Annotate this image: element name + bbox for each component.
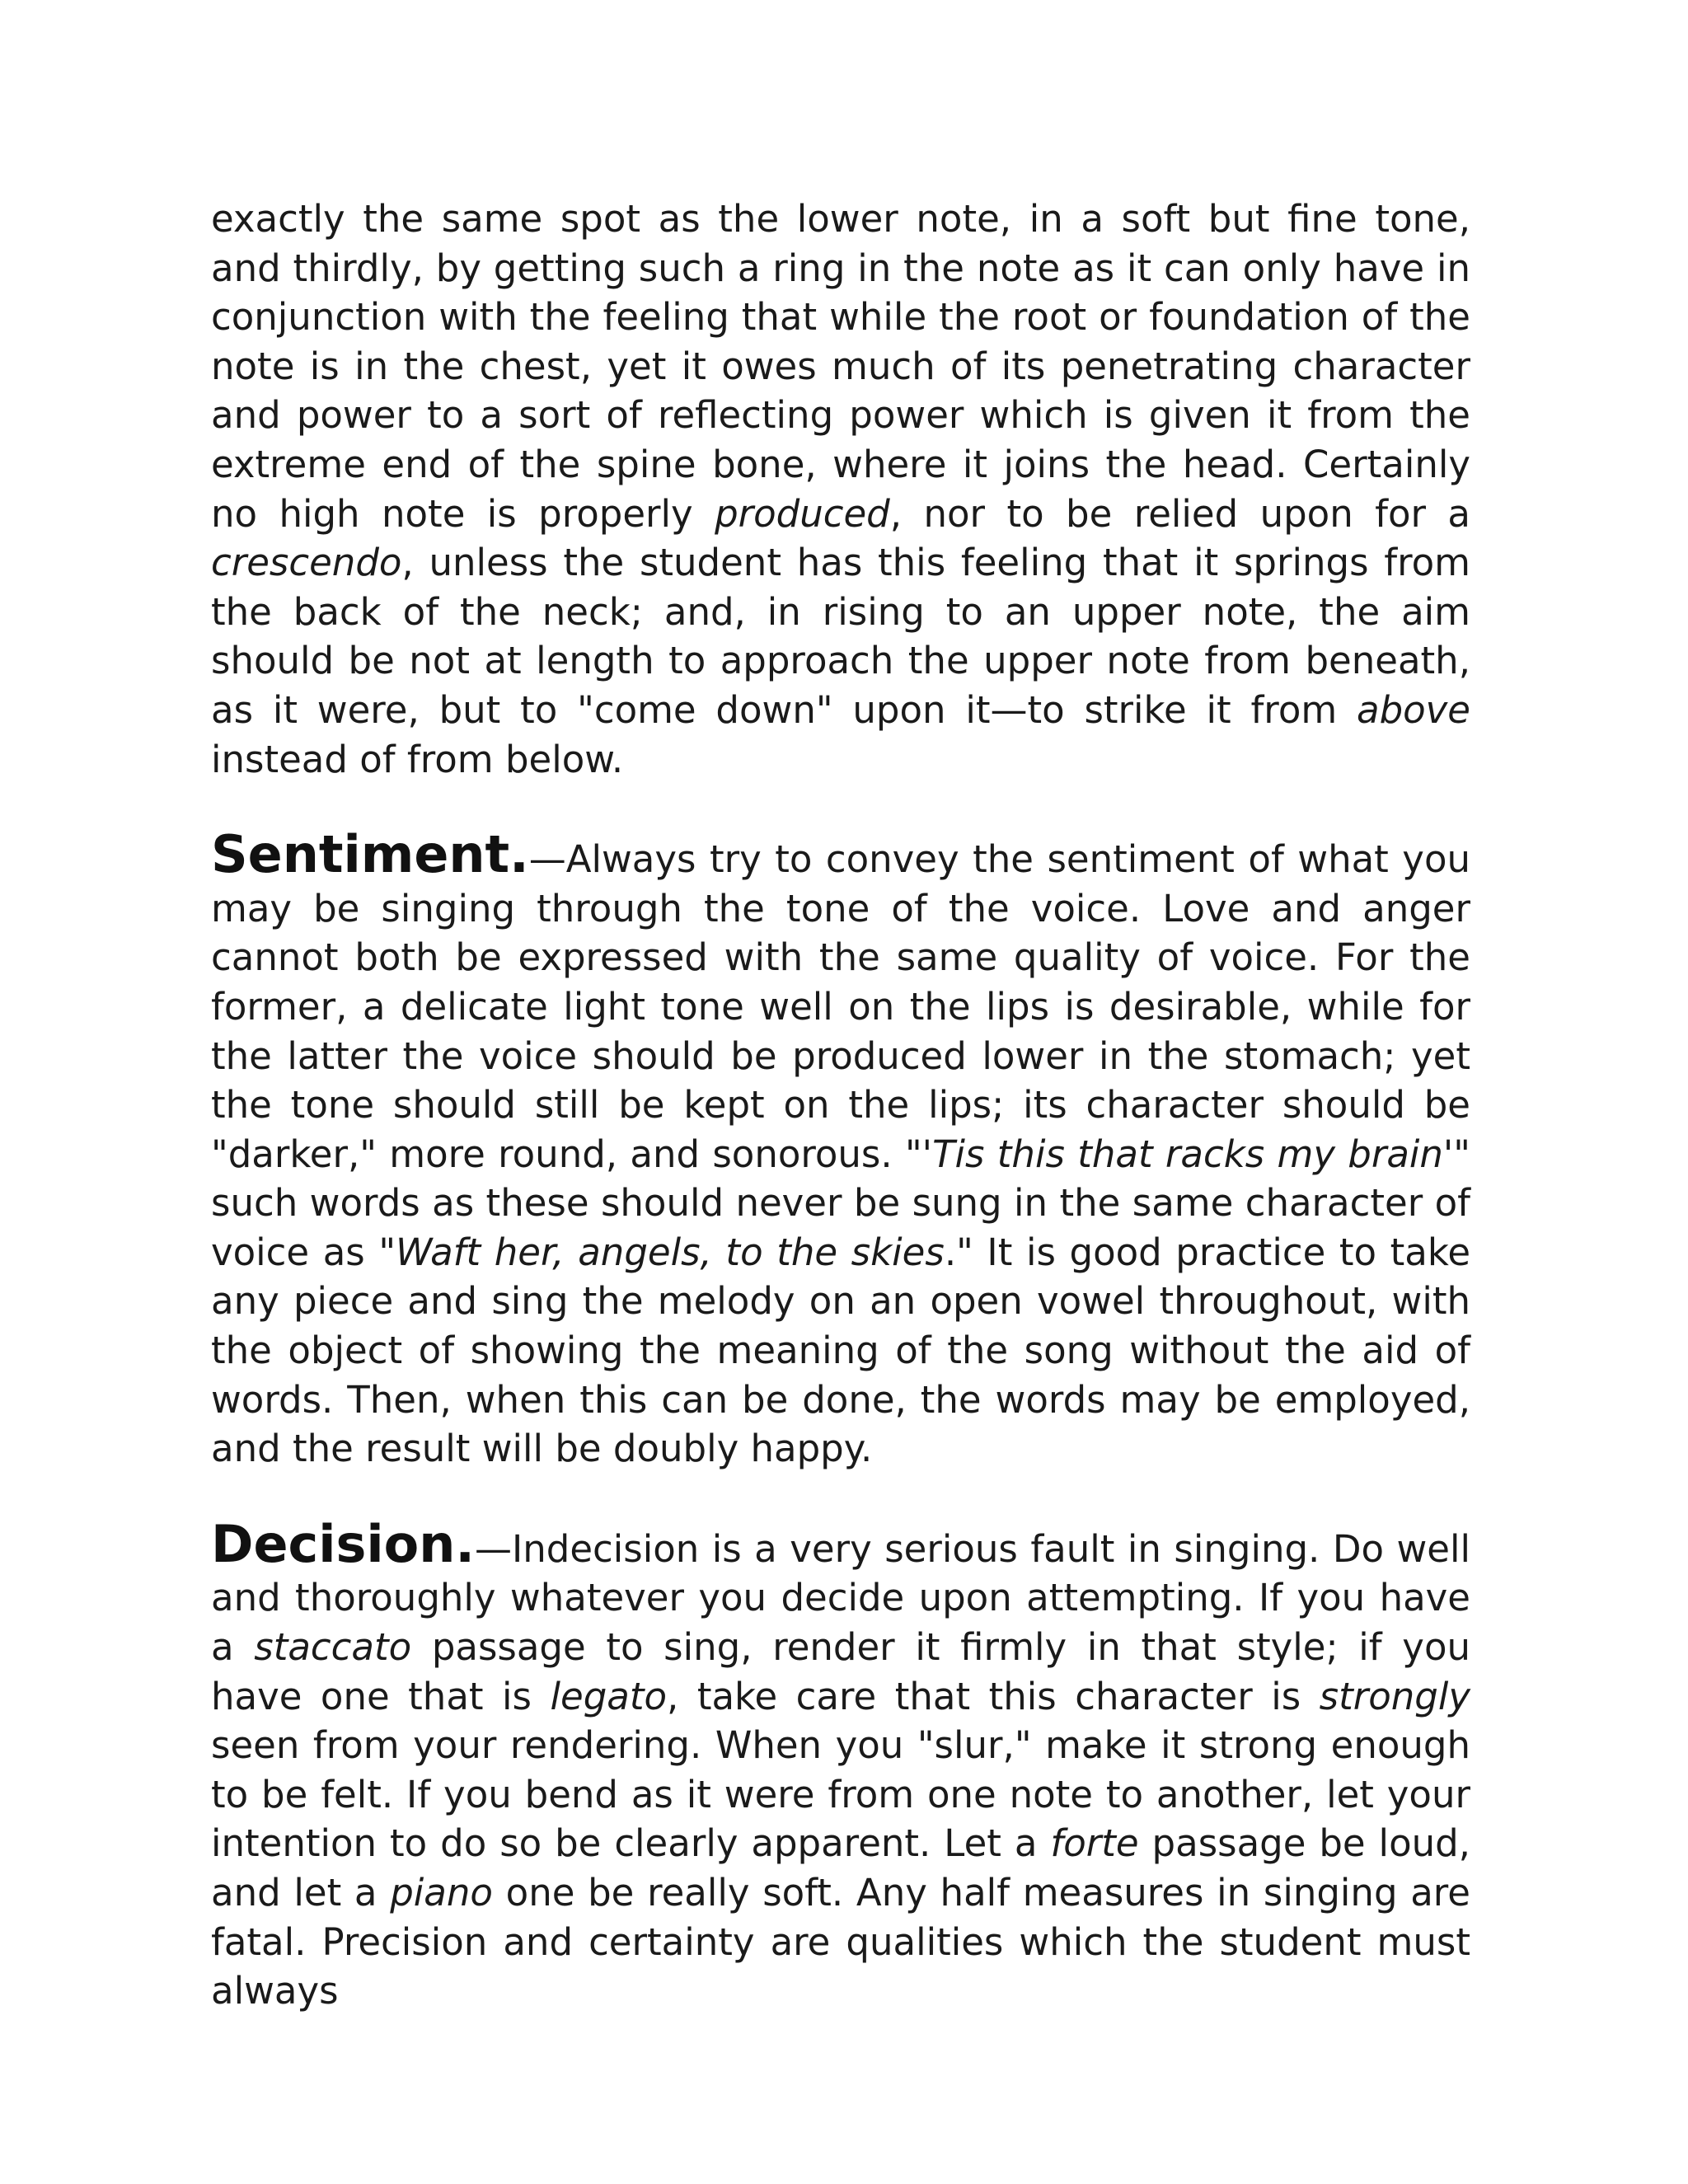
italic-text-run: above (1357, 687, 1470, 732)
text-run: instead of from below. (211, 737, 624, 781)
section-heading-sentiment: Sentiment. (211, 824, 529, 885)
text-run: , unless the student has this feeling that it springs from the back of the neck; and, in rising to an upper note, the aim should be not at length to approach the upper note from beneath, as it were, but to "come down" upon it—to strike it from (211, 541, 1470, 732)
italic-text-run: Tis this that racks my brain (932, 1132, 1443, 1176)
paragraph-decision (211, 1513, 1470, 2016)
italic-text-run: crescendo (211, 541, 402, 585)
text-run: , take care that this character is (667, 1674, 1320, 1718)
italic-text-run: piano (390, 1871, 493, 1915)
section-heading-decision: Decision. (211, 1513, 475, 1574)
italic-text-run: forte (1050, 1821, 1139, 1866)
italic-text-run: Waft her, angels, to the skies (396, 1230, 945, 1274)
text-run: passage be loud, and let a (211, 1821, 1470, 1915)
text-run: exactly the same spot as the lower note, in a soft but fine tone, and thirdly, by getting such a ring in the note as it can only have in conjunction with the feeling that while the root or foundation of the note is in the chest, yet it owes much of its penetrating character and power to a sort of reflecting power which is given it from the extreme end of the spine bone, where it joins the head. Certainly no high note is properly (211, 197, 1470, 536)
italic-text-run: staccato (254, 1625, 412, 1670)
italic-text-run: legato (550, 1674, 668, 1718)
text-run: —Always try to convey the sentiment of what you may be singing through the tone of the voice. Love and anger cannot both be expressed with the same quality of voice. For the former, a delicate light tone well on the lips is desirable, while for the latter the voice should be produced lower in the stomach; yet the tone should still be kept on the lips; its character should be "darker," more round, and sonorous. "' (211, 837, 1470, 1176)
paragraph-sentiment (211, 824, 1471, 1474)
italic-text-run: strongly (1319, 1674, 1470, 1718)
text-run: ." It is good practice to take any piece and sing the melody on an open vowel throughout, with the object of showing the meaning of the song without the aid of words. Then, when this can be done, the words may be employed, and the result will be doubly happy. (211, 1230, 1471, 1471)
italic-text-run: produced (715, 491, 890, 536)
text-run: seen from your rendering. When you "slur," make it strong enough to be felt. If you bend as it were from one note to another, let your intention to do so be clearly apparent. Let a (211, 1723, 1470, 1866)
text-run: '" such words as these should never be sung in the same character of voice as " (211, 1132, 1470, 1274)
text-run: one be really soft. Any half measures in singing are fatal. Precision and certainty are qualities which the student must always (211, 1871, 1470, 2013)
document-page (211, 194, 1470, 2016)
text-run: passage to sing, render it firmly in that style; if you have one that is (211, 1625, 1470, 1718)
text-run: —Indecision is a very serious fault in singing. Do well and thoroughly whatever you decide upon attempting. If you have a (211, 1526, 1470, 1670)
paragraph-continuation (211, 194, 1470, 784)
text-run: , nor to be relied upon for a (889, 491, 1471, 536)
